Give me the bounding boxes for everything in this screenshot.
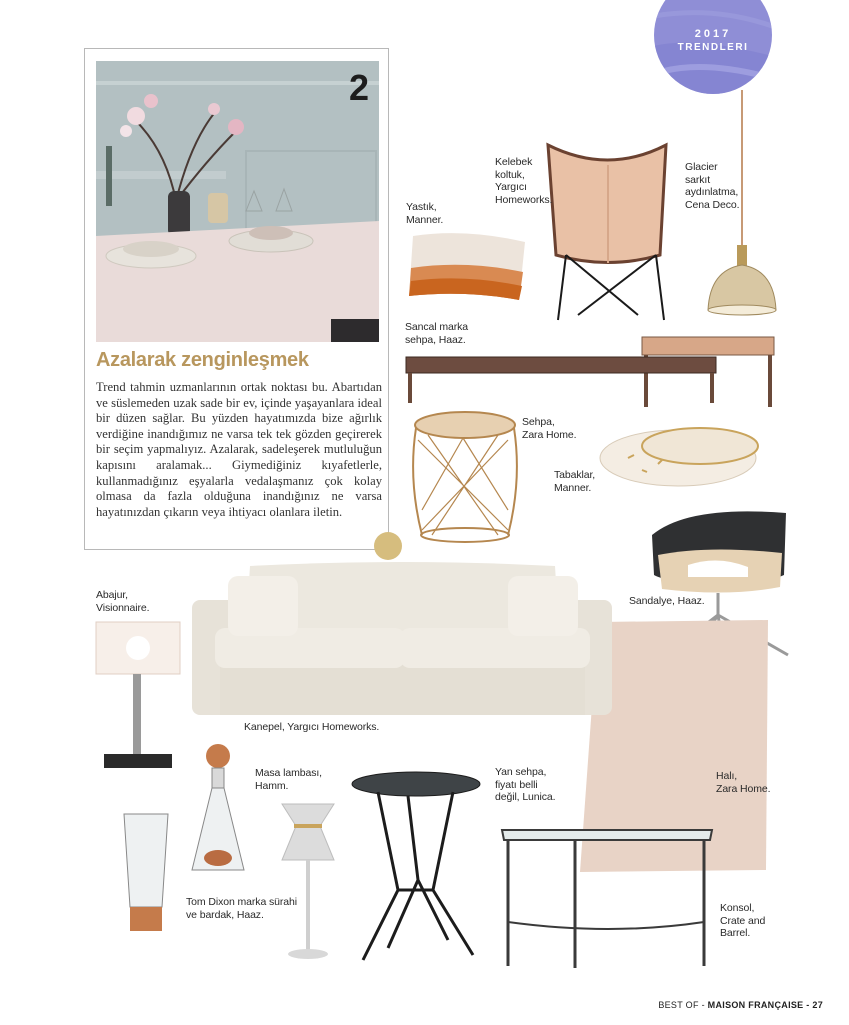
footer-page: - 27: [803, 1000, 823, 1010]
caption-tom-dixon: Tom Dixon marka sürahi ve bardak, Haaz.: [186, 896, 298, 921]
console-table: [500, 826, 715, 971]
cushion: [405, 226, 530, 306]
round-side-table: [348, 770, 488, 965]
abajur-lamp: [94, 620, 184, 770]
footer-magazine: MAISON FRANÇAISE: [707, 1000, 804, 1010]
caption-sandalye: Sandalye, Haaz.: [629, 595, 705, 607]
article-body: Trend tahmin uzmanlarının ortak noktası bu. Abartıdan ve süslemeden uzak sade bir ev, içinde yaşayanlara ideal bir düzen sağlar. Bu yüzden hayatımızda bize ağırlık verdiğine inandığımız ne varsa tek tek gözden geçirerek bir seçim yapmalıyız. Azalarak, sadeleşerek mutluluğun kapısını aralamak... Giymediğiniz kıyafetlerle, kullanmadığınız eşyalarla vedalaşmanız çok kolay olmasa da fazla olduğuna inandığınız ne varsa hayatınızdan çıkarın veya ihtiyacı olanlara iletin.: [96, 380, 382, 519]
caption-glacier: Glacier sarkıt aydınlatma, Cena Deco.: [685, 161, 740, 211]
article-number: 2: [348, 67, 369, 108]
gold-dot: [374, 532, 402, 560]
tom-dixon-carafe: [188, 740, 250, 880]
wire-side-table: [408, 410, 523, 545]
plates: [598, 418, 768, 490]
trend-badge: [654, 0, 772, 94]
article-card: [84, 48, 389, 550]
table-setting-photo: [96, 61, 379, 342]
caption-yastik: Yastık, Manner.: [406, 201, 444, 226]
footer-prefix: BEST OF -: [658, 1000, 708, 1010]
badge-year: 2017: [694, 28, 732, 40]
badge-label: TRENDLERI: [677, 42, 749, 53]
page-footer: [658, 1000, 823, 1010]
caption-hali: Halı, Zara Home.: [716, 770, 771, 795]
caption-kanepe: Kanepel, Yargıcı Homeworks.: [244, 721, 380, 733]
nesting-tables: [404, 335, 776, 410]
caption-yan-sehpa: Yan sehpa, fiyatı belli değil, Lunica.: [495, 766, 556, 803]
hamm-table-lamp: [278, 802, 338, 962]
caption-kelebek: Kelebek koltuk, Yargıcı Homeworks.: [495, 156, 553, 206]
caption-abajur: Abajur, Visionnaire.: [96, 589, 150, 614]
sofa: [190, 558, 615, 718]
caption-konsol: Konsol, Crate and Barrel.: [720, 902, 766, 939]
tom-dixon-glass: [122, 812, 172, 937]
caption-sancal: Sancal marka sehpa, Haaz.: [405, 321, 468, 346]
caption-tabaklar: Tabaklar, Manner.: [554, 469, 596, 494]
butterfly-chair: [538, 135, 678, 325]
caption-sehpa: Sehpa, Zara Home.: [522, 416, 577, 441]
caption-masa-lambasi: Masa lambası, Hamm.: [255, 767, 322, 792]
table-setting-image: [96, 61, 379, 342]
article-headline: Azalarak zenginleşmek: [96, 349, 309, 371]
